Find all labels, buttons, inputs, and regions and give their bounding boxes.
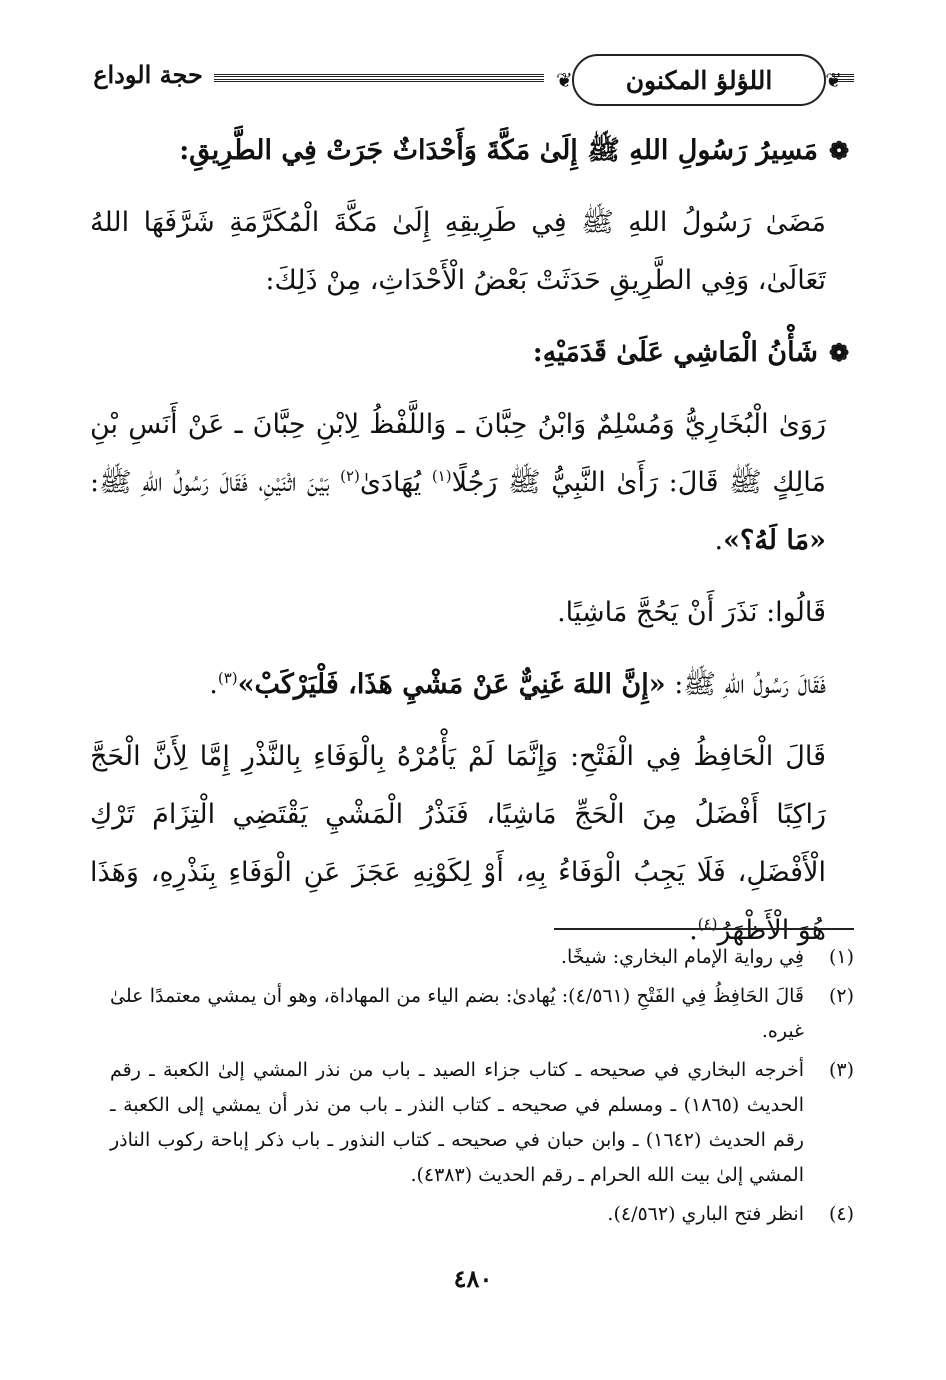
main-text <box>90 122 854 974</box>
hadith-quote: «إِنَّ اللهَ غَنِيٌّ عَنْ مَشْيِ هَذَا، فَلْيَرْكَبْ» <box>237 669 666 700</box>
paragraph: مَضَىٰ رَسُولُ اللهِ ﷺ فِي طَرِيقِهِ إِلَىٰ مَكَّةَ الْمُكَرَّمَةِ شَرَّفَهَا اللهُ تَعَالَىٰ، وَفِي الطَّرِيقِ حَدَثَتْ بَعْضُ الْأَحْدَاثِ، مِنْ ذَلِكَ: <box>90 207 826 296</box>
text-run: رَوَىٰ الْبُخَارِيُّ وَمُسْلِمٌ وَابْنُ حِبَّانَ ـ وَاللَّفْظُ لِابْنِ حِبَّانَ ـ عَنْ أَنَسِ بْنِ مَالِكٍ ﷺ قَالَ: رَأَىٰ النَّبِيُّ ﷺ رَجُلًا <box>90 409 826 498</box>
hadith-quote: «مَا لَهُ؟» <box>723 525 826 556</box>
running-header <box>88 50 854 106</box>
paragraph: قَالُوا: نَذَرَ أَنْ يَحُجَّ مَاشِيًا. <box>557 597 826 628</box>
heading-text: شَأْنُ الْمَاشِي عَلَىٰ قَدَمَيْهِ: <box>532 337 818 368</box>
paragraph <box>90 396 854 570</box>
footnote-number: (٣) <box>828 1059 854 1081</box>
section-heading <box>90 324 854 382</box>
text-run: . <box>714 525 724 556</box>
footnote-number: (٤) <box>828 1203 854 1225</box>
heading-text: مَسِيرُ رَسُولِ اللهِ ﷺ إِلَىٰ مَكَّةَ وَأَحْدَاثٌ جَرَتْ فِي الطَّرِيقِ: <box>179 135 818 166</box>
header-rule-middle <box>214 74 544 82</box>
footnote <box>110 1053 854 1193</box>
footnote <box>110 940 854 975</box>
ornament-icon: ❦ <box>825 68 842 92</box>
footnote <box>110 979 854 1049</box>
footnote-number: (٢) <box>828 985 854 1007</box>
footnote-marker[interactable]: (٢) <box>340 467 360 485</box>
paragraph <box>90 728 854 960</box>
footnote <box>110 1197 854 1232</box>
footnote-number: (١) <box>828 946 854 968</box>
footnote-text: أخرجه البخاري في صحيحه ـ كتاب جزاء الصيد ـ باب من نذر المشي إلىٰ الكعبة ـ رقم الحديث (١٨٦٥) ـ ومسلم في صحيحه ـ كتاب النذر ـ باب من نذر أن يمشي إلى الكعبة ـ رقم الحديث (١٦٤٢) ـ وابن حبان في صحيحه ـ كتاب النذور ـ باب ذكر إباحة ركوب الناذر المشي إلىٰ بيت الله الحرام ـ رقم الحديث (٤٣٨٣). <box>110 1059 804 1186</box>
footnote-text: فِي رواية الإمام البخاري: شيخًا. <box>560 946 804 968</box>
text-run: . <box>689 915 698 946</box>
footnote-marker[interactable]: (٤) <box>697 915 718 933</box>
footnote-text: انظر فتح الباري (٤/٥٦٢). <box>607 1203 804 1225</box>
flower-bullet-icon: ❁ <box>828 136 850 165</box>
footnote-text: قَالَ الحَافِظُ فِي الفَتْحِ (٤/٥٦١): يُهادىٰ: بضم الياء من المهاداة، وهو أن يمشي معتمدًا علىٰ غيره. <box>110 985 804 1042</box>
footnote-marker[interactable]: (٣) <box>217 669 238 687</box>
text-run: قَالَ الْحَافِظُ فِي الْفَتْحِ: وَإِنَّمَا لَمْ يَأْمُرْهُ بِالْوَفَاءِ بِالنَّذْرِ إِمَّا لِأَنَّ الْحَجَّ رَاكِبًا أَفْضَلُ مِنَ الْحَجِّ مَاشِيًا، فَنَذْرُ الْمَشْيِ يَقْتَضِي الْتِزَامَ تَرْكِ الْأَفْضَلِ، فَلَا يَجِبُ الْوَفَاءُ بِهِ، أَوْ لِكَوْنِهِ عَجَزَ عَنِ الْوَفَاءِ بِنَذْرِهِ، وَهَذَا هُوَ الْأَظْهَرُ <box>90 741 826 946</box>
text-run: . <box>209 669 218 700</box>
book-title: اللؤلؤ المكنون <box>625 65 773 95</box>
flower-bullet-icon: ❁ <box>828 338 850 367</box>
book-title-cartouche <box>556 54 842 106</box>
text-run: يُهَادَىٰ <box>359 467 432 498</box>
section-heading <box>90 122 854 180</box>
text-run: فَقَالَ رَسُولُ اللهِ ﷺ: <box>665 669 826 700</box>
page-number: ٤٨٠ <box>453 1264 493 1293</box>
paragraph <box>90 656 854 714</box>
text-run: بَيْنَ اثْنَيْنِ، فَقَالَ رَسُولُ اللهِ ﷺ: <box>90 467 341 498</box>
ornament-icon: ❦ <box>556 68 573 92</box>
footnote-divider <box>554 928 854 930</box>
chapter-title: حجة الوداع <box>93 60 203 89</box>
footnotes <box>110 940 854 1236</box>
footnote-marker[interactable]: (١) <box>431 467 452 485</box>
